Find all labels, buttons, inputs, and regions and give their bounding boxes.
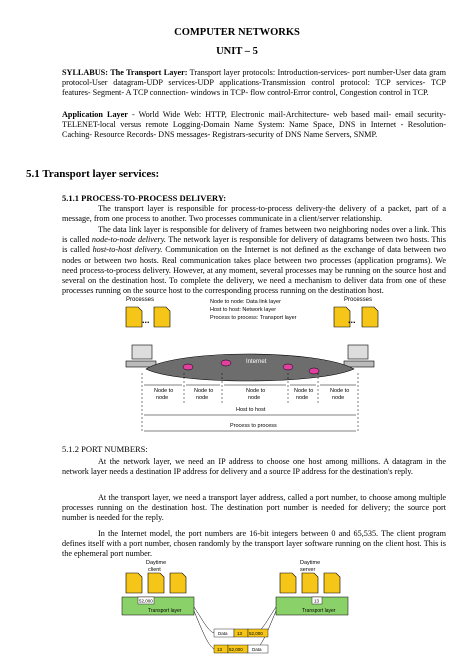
client-transport-layer-label: Transport layer (148, 608, 182, 614)
process-delivery-figure (118, 293, 386, 438)
destination-computer-icon (344, 345, 374, 367)
section-5-1-2-heading: 5.1.2 PORT NUMBERS: (62, 444, 148, 454)
process-delivery-paragraph-1: The transport layer is responsible for process-to-process delivery-the delivery of a packet, part of a message, from one process to another. Two processes communicate in a client/server relationship. (62, 204, 446, 224)
node-to-node-4: Node to (294, 388, 314, 394)
daytime-client-label-2: client (148, 567, 161, 573)
process-to-process-label: Process to process (230, 423, 277, 429)
daytime-server-label-1: Daytime (300, 560, 321, 566)
node-to-node-5-b: node (332, 395, 345, 401)
application-layer-label: Application Layer (62, 110, 128, 119)
process-document-icon (334, 307, 378, 327)
client-process-icon (126, 573, 186, 593)
response-source-port-label: 13 (217, 647, 223, 652)
port-numbers-figure (118, 557, 358, 665)
port-numbers-paragraph-2: At the transport layer, we need a transport layer address, called a port number, to choose among multiple processes running on the destination host. The destination port number is needed for delivery; the source port number is needed for the reply. (62, 493, 446, 523)
p2-part-e: Communication on the Internet is not defined as the exchange of data between two nodes or between two hosts. Real communication takes place between two processes (application programs). We need process-to-process delivery. However, at any moment, several processes may be running on the source host and several on the destination host. To complete the delivery, we need a mechanism to deliver data from one of these processes running on the source host to the corresponding process running on the destination host. (62, 245, 446, 296)
legend-process-to-process: Process to process: Transport layer (210, 315, 297, 321)
server-transport-layer-label: Transport layer (302, 608, 336, 614)
legend-host-to-host: Host to host: Network layer (210, 307, 277, 313)
section-title: Transport layer services: (42, 168, 160, 180)
port-numbers-paragraph-3: In the Internet model, the port numbers are 16-bit integers between 0 and 65,535. The client program defines itself with a port number, chosen randomly by the transport layer software running on the client host. This is the ephemeral port number. (62, 529, 446, 559)
response-destination-port-label: 52,000 (229, 647, 243, 652)
ellipsis-left: ... (142, 315, 150, 325)
ellipsis-right: ... (348, 315, 356, 325)
section-5-1-heading (26, 168, 159, 180)
source-computer-icon (126, 345, 156, 367)
request-source-port-label: 52,000 (249, 631, 263, 636)
node-to-node-5: Node to (330, 388, 350, 394)
node-to-node-term: node-to-node delivery. (91, 235, 166, 245)
host-to-host-label: Host to host (236, 407, 266, 413)
section-5-1-1-heading: 5.1.1 PROCESS-TO-PROCESS DELIVERY: (62, 193, 227, 203)
node-to-node-1: Node to (154, 388, 174, 394)
node-to-node-1-b: node (156, 395, 169, 401)
p2-part-a: The data link layer is responsible for delivery of frames between two neighboring nodes over a link. This is called (62, 225, 446, 245)
syllabus-label: SYLLABUS: The Transport Layer: (62, 68, 188, 77)
host-to-host-term: host-to-host delivery. (92, 245, 163, 255)
request-destination-port-label: 13 (237, 631, 243, 636)
node-to-node-3-b: node (248, 395, 261, 401)
daytime-server-label-2: server (300, 567, 316, 573)
node-to-node-2: Node to (194, 388, 214, 394)
daytime-client-label-1: Daytime (146, 560, 167, 566)
request-data-label: Data (218, 631, 228, 636)
syllabus-text: Transport layer protocols: Introduction-services- port number-User data gram protocol-User datagram-UDP services-UDP applications-Transmission control protocol: TCP services- TCP features- Segment- A TCP connection- windows in TCP- flow control-Error control, Congestion control in TCP. (62, 68, 446, 98)
application-layer-text: - World Wide Web: HTTP, Electronic mail-Architecture- web based mail- email security- TELENET-local versus remote Logging-Domain Name System: Name Space, DNS in Internet - Resolution-Caching- Resource Records- DNS messages- Registrars-security of DNS Name Servers, SNMP. (62, 110, 446, 140)
application-layer-paragraph (62, 110, 446, 141)
legend-node-to-node: Node to node: Data link layer (210, 299, 281, 305)
processes-right-label: Processes (344, 297, 373, 303)
node-to-node-2-b: node (196, 395, 209, 401)
client-port-number: 52,000 (139, 598, 153, 604)
server-process-icon (280, 573, 340, 593)
flow-arrows (194, 607, 276, 649)
port-numbers-paragraph-1: At the network layer, we need an IP address to choose one host among millions. A datagram in the network layer needs a destination IP address for delivery and a source IP address for the destination's reply. (62, 457, 446, 477)
node-to-node-3: Node to (246, 388, 266, 394)
node-to-node-4-b: node (296, 395, 309, 401)
response-data-label: Data (252, 647, 262, 652)
server-port-number: 13 (314, 598, 320, 604)
internet-label: Internet (246, 359, 267, 365)
p2-part-c: The network layer is responsible for delivery of datagrams between two hosts. This is called (62, 235, 446, 255)
unit-heading: UNIT – 5 (216, 46, 258, 57)
processes-left-label: Processes (126, 297, 155, 303)
document-title: COMPUTER NETWORKS (174, 27, 300, 38)
syllabus-paragraph (62, 68, 446, 99)
section-number: 5.1 (26, 168, 40, 180)
process-delivery-paragraph-2 (62, 225, 446, 296)
